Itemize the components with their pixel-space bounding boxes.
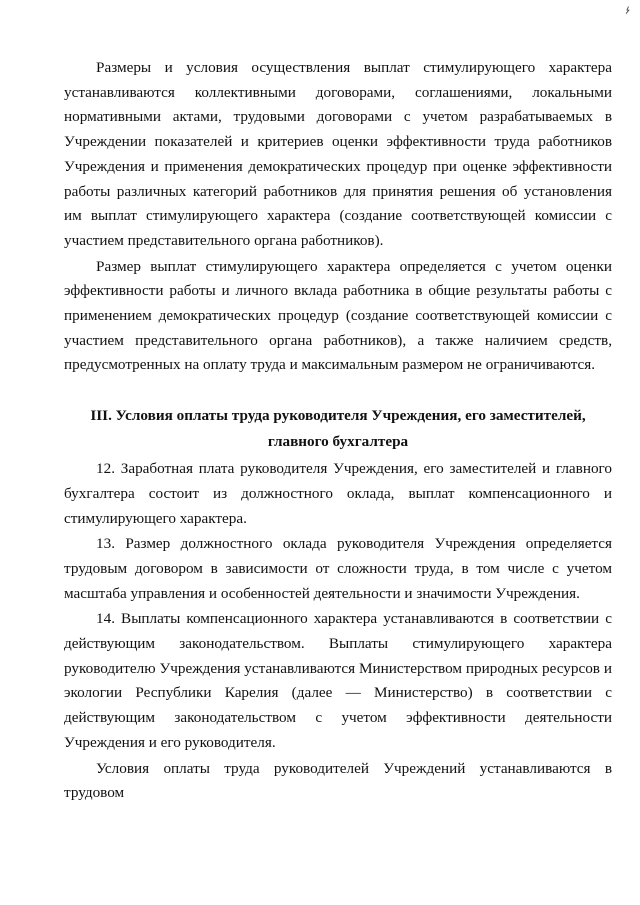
paragraph-item-13: 13. Размер должностного оклада руководителя Учреждения определяется трудовым договором в зависимости от сложности труда, в том числе с учетом масштаба управления и особенностей деятельности и значимости Учреждения. — [64, 535, 612, 602]
corner-mark — [624, 6, 630, 14]
paragraph-stimulating-payments-conditions: Размеры и условия осуществления выплат стимулирующего характера устанавливаются коллективными договорами, соглашениями, локальными нормативными актами, трудовыми договорами с учетом разрабатываемых в Учреждении показателей и критериев оценки эффективности труда работников Учреждения и применения демократических процедур при оценке эффективности работы различных категорий работников для принятия решения об установления им выплат стимулирующего характера (создание соответствующей комиссии с участием представительного органа работников). — [64, 59, 612, 249]
paragraph-stimulating-payments-size: Размер выплат стимулирующего характера определяется с учетом оценки эффективности работы и личного вклада работника в общие результаты работы с применением демократических процедур (создание соответствующей комиссии с участием представительного органа работников), а также наличием средств, предусмотренных на оплату труда и максимальным размером не ограничиваются. — [64, 257, 612, 374]
document-body — [64, 56, 612, 806]
paragraph-item-14: 14. Выплаты компенсационного характера устанавливаются в соответствии с действующим законодательством. Выплаты стимулирующего характера руководителю Учреждения устанавливаются Министерством природных ресурсов и экологии Республики Карелия (далее — Министерство) в соответствии с действующим законодательством с учетом эффективности деятельности Учреждения и его руководителя. — [64, 610, 612, 751]
section-heading — [64, 403, 612, 455]
paragraph-head-pay-conditions: Условия оплаты труда руководителей Учреждений устанавливаются в трудовом — [64, 759, 612, 802]
paragraph-item-12: 12. Заработная плата руководителя Учреждения, его заместителей и главного бухгалтера состоит из должностного оклада, выплат компенсационного и стимулирующего характера. — [64, 460, 612, 527]
section-heading-line-2: главного бухгалтера — [267, 433, 409, 451]
section-heading-line-1: III. Условия оплаты труда руководителя Учреждения, его заместителей, — [90, 407, 586, 425]
